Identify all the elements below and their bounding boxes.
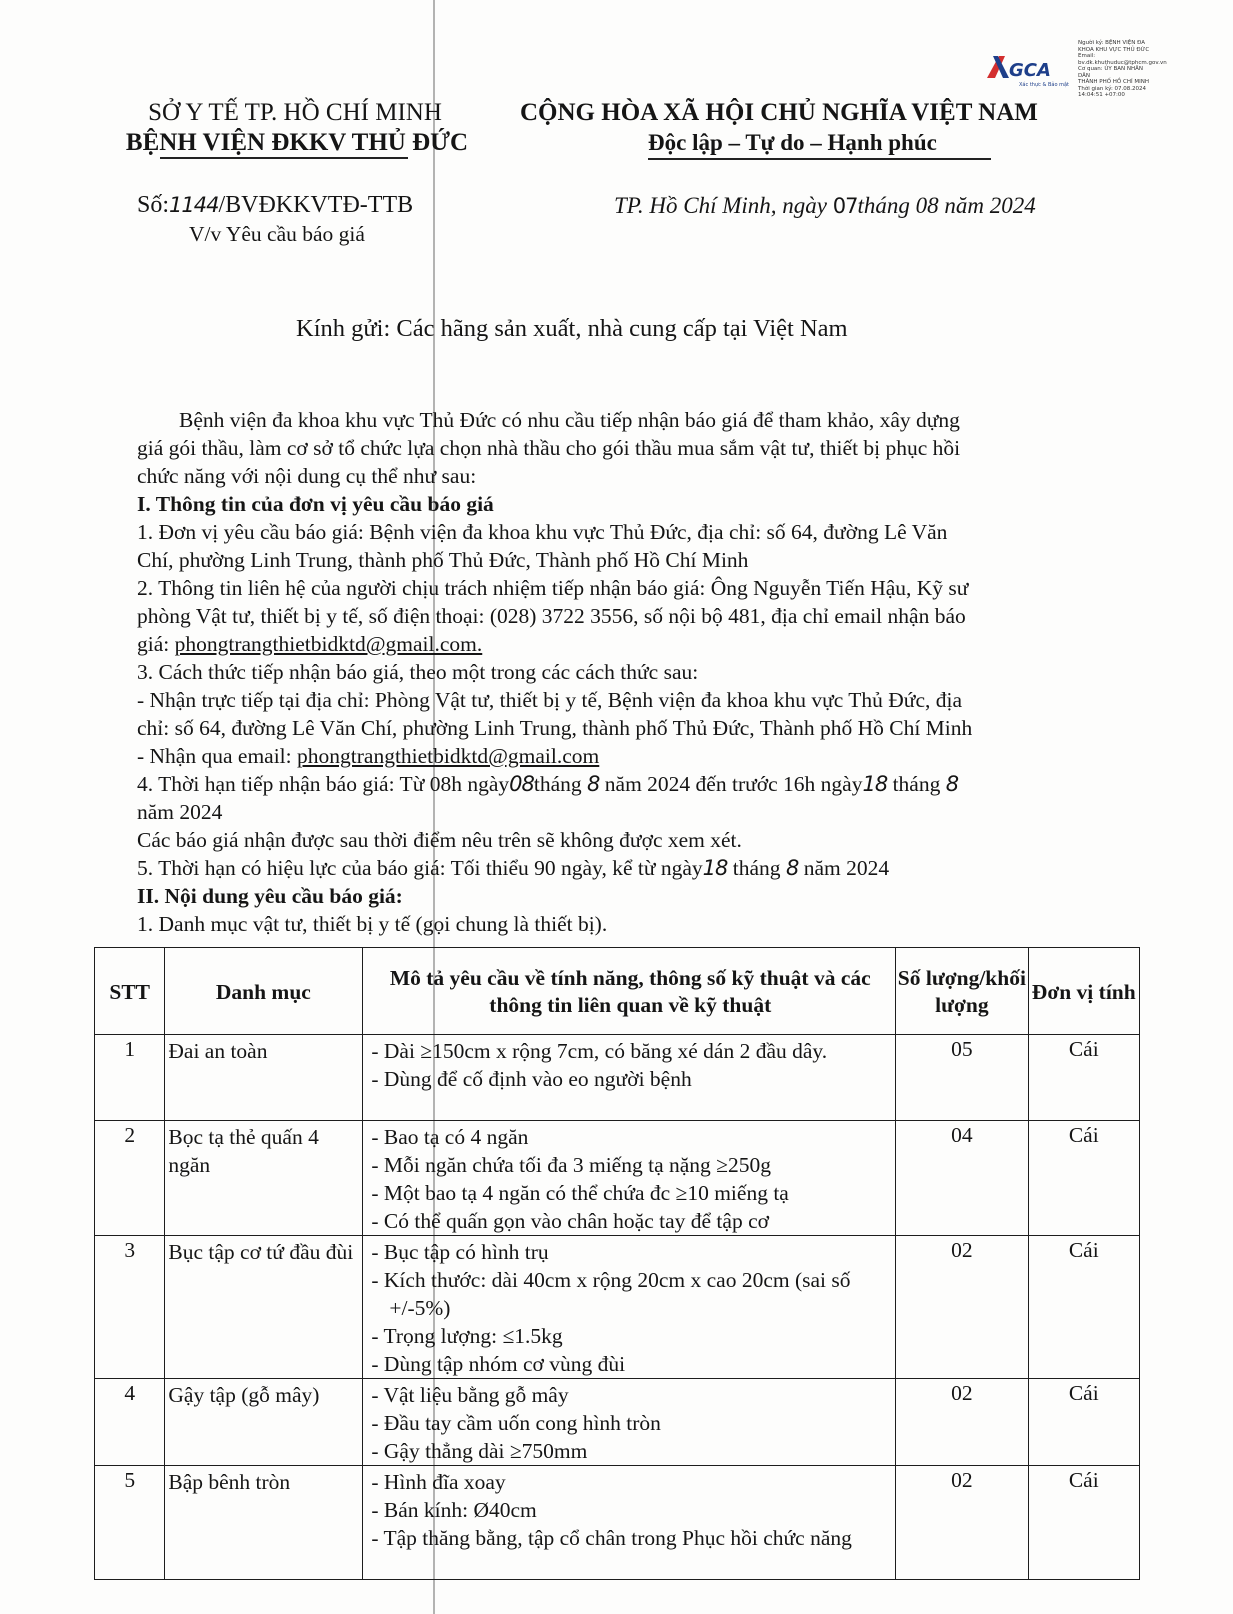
row-quantity: 04 [896, 1121, 1028, 1236]
row-description [363, 1236, 896, 1379]
table-row [95, 1466, 1140, 1580]
item-2-line-3: giá: phongtrangthietbidktd@gmail.com. [137, 632, 483, 656]
row-name: Bọc tạ thẻ quấn 4 ngăn [165, 1121, 363, 1236]
issuer-underline [160, 157, 408, 159]
item-3-line-2: - Nhận trực tiếp tại địa chỉ: Phòng Vật tư, thiết bị y tế, Bệnh viện đa khoa khu vực Thủ Đức, địa [137, 688, 963, 712]
row-name: Bập bênh tròn [165, 1466, 363, 1580]
national-title: CỘNG HÒA XÃ HỘI CHỦ NGHĨA VIỆT NAM [520, 99, 1038, 126]
intro-line-2: giá gói thầu, làm cơ sở tổ chức lựa chọn nhà thầu cho gói thầu mua sắm vật tư, thiết bị phục hồi [137, 436, 961, 460]
issuer-hospital: BỆNH VIỆN ĐKKV THỦ ĐỨC [125, 129, 469, 156]
svg-text:GCA: GCA [1009, 60, 1051, 81]
signature-line: 14:04:51 +07:00 [1078, 92, 1125, 98]
row-name: Đai an toàn [165, 1035, 363, 1121]
row-description [363, 1466, 896, 1580]
item-1-line-1: 1. Đơn vị yêu cầu báo giá: Bệnh viện đa khoa khu vực Thủ Đức, địa chỉ: số 64, đường Lê Văn [137, 520, 948, 544]
row-stt: 5 [95, 1466, 165, 1580]
item-4-line-2: năm 2024 [137, 800, 223, 824]
digital-signature-stamp [985, 40, 1167, 100]
header-unit: Đơn vị tính [1028, 948, 1139, 1035]
row-name: Gậy tập (gỗ mây) [165, 1379, 363, 1466]
signature-line: KHOA KHU VỰC THỦ ĐỨC [1078, 46, 1150, 53]
document-subject: V/v Yêu cầu báo giá [189, 222, 365, 246]
section-2-item-1: 1. Danh mục vật tư, thiết bị y tế (gọi chung là thiết bị). [137, 912, 608, 936]
item-4-line-3: Các báo giá nhận được sau thời điểm nêu trên sẽ không được xem xét. [137, 828, 742, 852]
header-description: Mô tả yêu cầu về tính năng, thông số kỹ thuật và các thông tin liên quan về kỹ thuật [363, 948, 896, 1035]
item-4-line-1: 4. Thời hạn tiếp nhận báo giá: Từ 08h ngày08tháng 8 năm 2024 đến trước 16h ngày18 tháng 8 [137, 772, 959, 796]
row-quantity: 02 [896, 1236, 1028, 1379]
row-quantity: 05 [896, 1035, 1028, 1121]
table-row [95, 1035, 1140, 1121]
handwritten-day: 07 [832, 194, 858, 218]
row-stt: 4 [95, 1379, 165, 1466]
description-line: - Vật liệu bằng gỗ mây [371, 1383, 569, 1407]
header-quantity: Số lượng/khối lượng [896, 948, 1028, 1035]
issuer-block [125, 98, 469, 158]
item-3-line-1: 3. Cách thức tiếp nhận báo giá, theo một trong các cách thức sau: [137, 660, 699, 684]
row-quantity: 02 [896, 1466, 1028, 1580]
description-line: - Dài ≥150cm x rộng 7cm, có băng xé dán 2 đầu dây. [371, 1039, 828, 1063]
row-name: Bục tập cơ tứ đầu đùi [165, 1236, 363, 1379]
signature-details [1078, 40, 1167, 99]
description-line: - Dùng tập nhóm cơ vùng đùi [371, 1352, 626, 1376]
signature-line: Cơ quan: ỦY BAN NHÂN DÂN [1078, 66, 1144, 79]
item-2-line-1: 2. Thông tin liên hệ của người chịu trách nhiệm tiếp nhận báo giá: Ông Nguyễn Tiến Hậu, Kỹ sư [137, 576, 969, 600]
section-1-title: I. Thông tin của đơn vị yêu cầu báo giá [137, 492, 494, 516]
row-stt: 3 [95, 1236, 165, 1379]
header-stt: STT [95, 948, 165, 1035]
signature-line: Thời gian ký: 07.08.2024 [1078, 85, 1147, 92]
signature-line: Email: [1078, 53, 1096, 59]
description-line: - Hình đĩa xoay [371, 1470, 506, 1494]
description-line: - Bục tập có hình trụ [371, 1240, 549, 1264]
svg-text:Xác thực & Bảo mật: Xác thực & Bảo mật [1019, 82, 1069, 88]
description-line: - Một bao tạ 4 ngăn có thể chứa đc ≥10 miếng tạ [371, 1181, 789, 1205]
item-3-line-3: chỉ: số 64, đường Lê Văn Chí, phường Linh Trung, thành phố Thủ Đức, Thành phố Hồ Chí Minh [137, 716, 973, 740]
motto-underline [648, 158, 991, 160]
item-5-line: 5. Thời hạn có hiệu lực của báo giá: Tối thiểu 90 ngày, kể từ ngày18 tháng 8 năm 2024 [137, 856, 890, 880]
document-number: Số:1144/BVĐKKVTĐ-TTB [137, 192, 414, 218]
contact-email-link[interactable]: phongtrangthietbidktd@gmail.com. [174, 632, 483, 656]
intro-line-3: chức năng với nội dung cụ thể như sau: [137, 464, 477, 488]
item-1-line-2: Chí, phường Linh Trung, thành phố Thủ Đức, Thành phố Hồ Chí Minh [137, 548, 749, 572]
description-line: - Kích thước: dài 40cm x rộng 20cm x cao 20cm (sai số +/-5%) [371, 1268, 851, 1320]
description-line: - Gậy thẳng dài ≥750mm [371, 1439, 588, 1463]
table-row [95, 1236, 1140, 1379]
handwritten-number: 1144 [169, 193, 219, 217]
item-2-line-2: phòng Vật tư, thiết bị y tế, số điện thoại: (028) 3722 3556, số nội bộ 481, địa chỉ email nhận báo [137, 604, 966, 628]
row-description [363, 1379, 896, 1466]
row-description [363, 1035, 896, 1121]
row-stt: 2 [95, 1121, 165, 1236]
description-line: - Đầu tay cầm uốn cong hình tròn [371, 1411, 661, 1435]
issuer-department: SỞ Y TẾ TP. HỒ CHÍ MINH [148, 99, 442, 126]
submission-email-link[interactable]: phongtrangthietbidktd@gmail.com [297, 744, 600, 768]
signature-line: THÀNH PHỐ HỒ CHÍ MINH [1078, 79, 1149, 85]
table-row [95, 1121, 1140, 1236]
description-line: - Bao tạ có 4 ngăn [371, 1125, 529, 1149]
table-header-row [95, 948, 1140, 1035]
description-line: - Bán kính: Ø40cm [371, 1498, 537, 1522]
header-name: Danh mục [165, 948, 363, 1035]
description-line: - Có thể quấn gọn vào chân hoặc tay để tập cơ [371, 1209, 769, 1233]
equipment-table [94, 947, 1140, 1580]
row-unit: Cái [1028, 1379, 1139, 1466]
description-line: - Tập thăng bằng, tập cổ chân trong Phục hồi chức năng [371, 1526, 852, 1550]
signature-line: Người ký: BỆNH VIỆN ĐA [1078, 40, 1146, 46]
row-description [363, 1121, 896, 1236]
vgca-logo-icon [985, 48, 1075, 88]
table-row [95, 1379, 1140, 1466]
row-quantity: 02 [896, 1379, 1028, 1466]
row-unit: Cái [1028, 1236, 1139, 1379]
row-stt: 1 [95, 1035, 165, 1121]
intro-line-1: Bệnh viện đa khoa khu vực Thủ Đức có nhu cầu tiếp nhận báo giá để tham khảo, xây dựng [179, 408, 960, 432]
signature-line: bv.dk.khuthuduc@tphcm.gov.vn [1078, 59, 1167, 66]
description-line: - Mỗi ngăn chứa tối đa 3 miếng tạ nặng ≥250g [371, 1153, 771, 1177]
description-line: - Dùng để cố định vào eo người bệnh [371, 1067, 692, 1091]
row-unit: Cái [1028, 1121, 1139, 1236]
row-unit: Cái [1028, 1466, 1139, 1580]
row-unit: Cái [1028, 1035, 1139, 1121]
description-line: - Trọng lượng: ≤1.5kg [371, 1324, 563, 1348]
recipient: Kính gửi: Các hãng sản xuất, nhà cung cấp tại Việt Nam [296, 315, 848, 342]
section-2-title: II. Nội dung yêu cầu báo giá: [137, 884, 403, 908]
national-motto: Độc lập – Tự do – Hạnh phúc [648, 130, 937, 155]
document-date: TP. Hồ Chí Minh, ngày 07tháng 08 năm 2024 [614, 193, 1036, 218]
item-3-line-4: - Nhận qua email: phongtrangthietbidktd@gmail.com [137, 744, 600, 768]
